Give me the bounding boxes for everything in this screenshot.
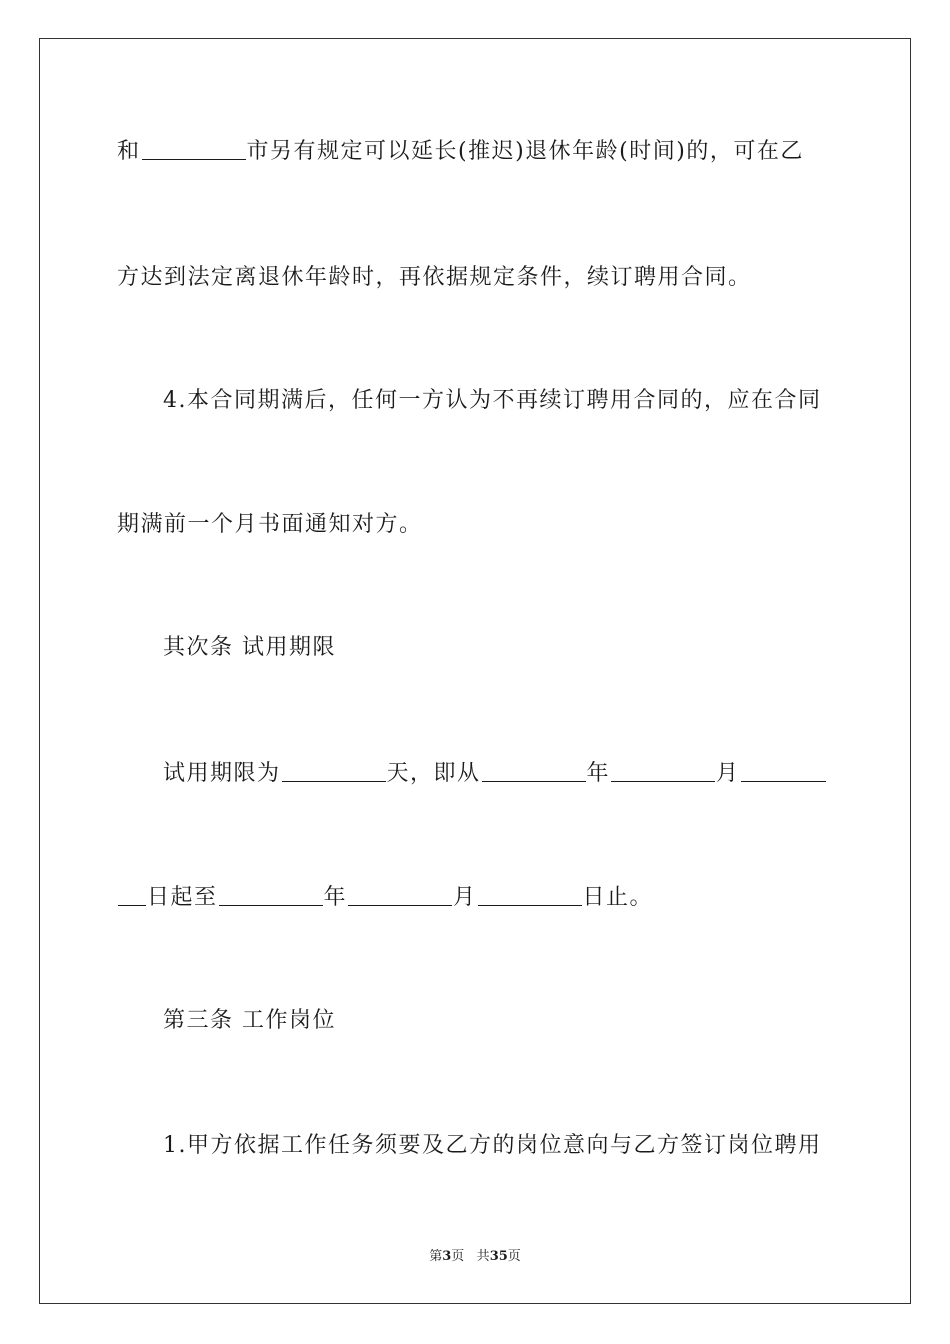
section-heading: 其次条 试用期限 xyxy=(163,635,336,660)
text: 日起至 xyxy=(147,885,218,910)
text: 市另有规定可以延长(推迟)退休年龄(时间)的，可在乙 xyxy=(246,139,804,164)
text: 月 xyxy=(716,761,740,786)
text: 日止。 xyxy=(582,885,654,910)
text: 和 xyxy=(117,139,141,164)
footer-text: 页 xyxy=(507,1249,521,1264)
blank-underline xyxy=(282,759,386,782)
footer-text: 页 xyxy=(451,1249,465,1264)
section-heading: 第三条 工作岗位 xyxy=(163,1008,336,1033)
blank-underline xyxy=(348,883,452,906)
total-pages: 35 xyxy=(489,1249,508,1264)
blank-underline xyxy=(142,137,246,160)
paragraph-line: 期满前一个月书面通知对方。 xyxy=(117,512,423,537)
page-number: 3 xyxy=(442,1249,452,1264)
text: 年 xyxy=(586,761,611,786)
page-frame xyxy=(39,38,911,1304)
blank-underline xyxy=(478,883,582,906)
text: 试用期限为 xyxy=(163,761,281,786)
text: 天，即从 xyxy=(386,761,481,786)
footer-text: 共 xyxy=(476,1249,490,1264)
paragraph-line: 4.本合同期满后，任何一方认为不再续订聘用合同的，应在合同 xyxy=(163,388,822,413)
paragraph-line: 方达到法定离退休年龄时，再依据规定条件，续订聘用合同。 xyxy=(117,265,752,290)
paragraph-line xyxy=(163,759,883,789)
paragraph-line xyxy=(117,137,837,167)
paragraph-line xyxy=(117,883,837,913)
blank-underline xyxy=(482,759,586,782)
paragraph-line: 1.甲方依据工作任务须要及乙方的岗位意向与乙方签订岗位聘用 xyxy=(163,1133,822,1158)
text: 月 xyxy=(453,885,477,910)
blank-underline xyxy=(741,759,826,782)
blank-underline xyxy=(219,883,323,906)
text: 年 xyxy=(323,885,348,910)
blank-underline xyxy=(611,759,715,782)
blank-underline xyxy=(118,883,146,906)
page-footer xyxy=(0,1248,950,1266)
footer-text: 第 xyxy=(429,1249,443,1264)
